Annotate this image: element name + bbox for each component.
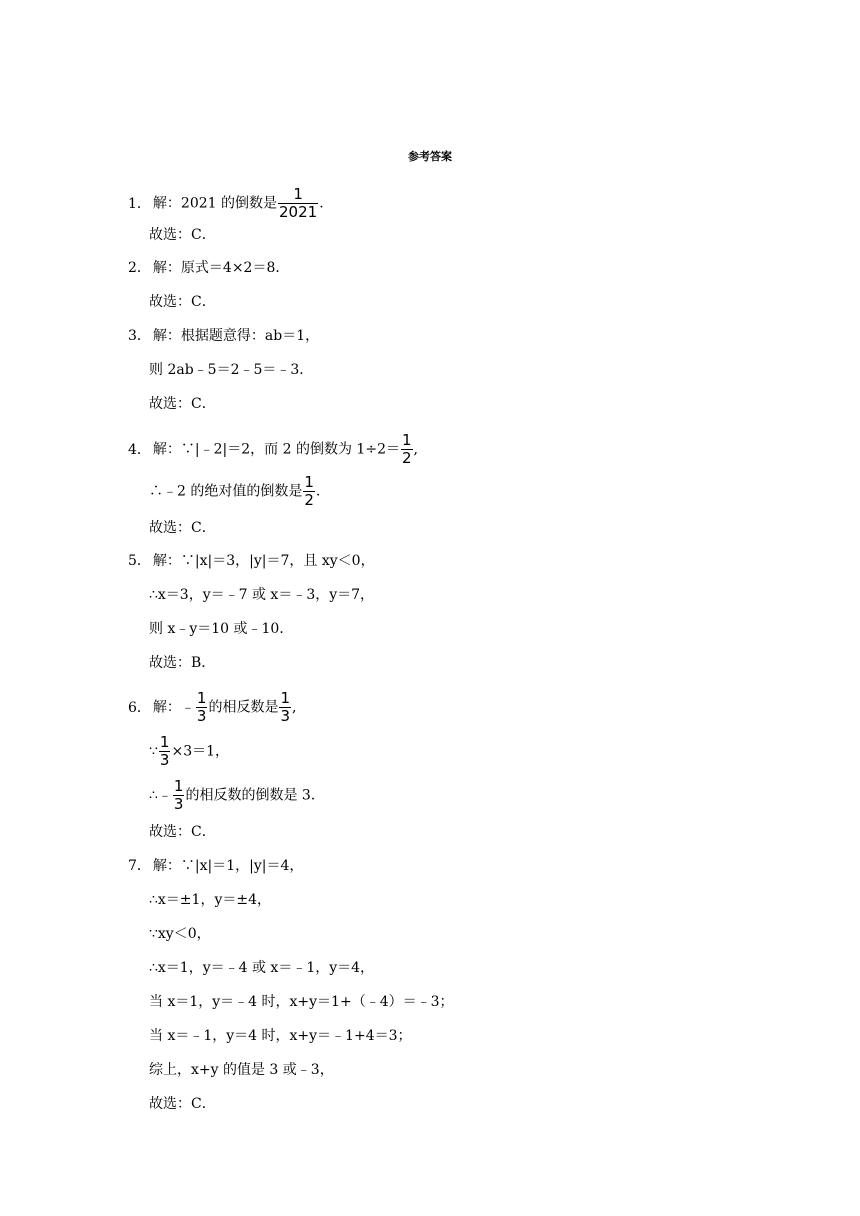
answer-7-line-8: 故选：C． xyxy=(149,1096,216,1112)
fraction: $\frac{1}{2}$ xyxy=(304,473,314,509)
answer-6-line-1: 6． 解：﹣ $\frac{1}{3}$ 的相反数是 $\frac{1}{3}$ , xyxy=(128,689,297,725)
answer-7-line-5: 当 x＝1，y＝﹣4 时，x+y＝1+（﹣4）＝﹣3； xyxy=(149,994,454,1010)
answer-4-line-1: 4． 解：∵|﹣2|＝2，而 2 的倒数为 1÷2＝ $\frac{1}{2}$ , xyxy=(128,431,418,467)
answer-3-line-2: 则 2ab﹣5＝2﹣5＝﹣3． xyxy=(149,362,314,378)
fraction: $\frac{1}{3}$ xyxy=(196,689,207,725)
answer-2-line-2: 故选：C． xyxy=(149,294,216,310)
answer-2-line-1: 2． 解：原式＝4×2＝8． xyxy=(128,260,290,276)
answer-5-line-1: 5． 解：∵|x|＝3，|y|＝7，且 xy＜0， xyxy=(128,553,375,569)
fraction: $\frac{1}{3}$ xyxy=(173,777,184,813)
answer-4-line-3: 故选：C． xyxy=(149,520,216,536)
answer-7-line-7: 综上，x+y 的值是 3 或﹣3， xyxy=(149,1062,334,1078)
answer-7-line-1: 7． 解：∵|x|＝1，|y|＝4， xyxy=(128,858,304,874)
answer-6-line-3: ∴﹣ $\frac{1}{3}$ 的相反数的倒数是 3． xyxy=(149,777,325,813)
answer-1-line-2: 故选：C． xyxy=(149,227,216,243)
answer-7-line-2: ∴x＝±1，y＝±4， xyxy=(149,892,271,908)
answer-7-line-6: 当 x＝﹣1，y＝4 时，x+y＝﹣1+4＝3； xyxy=(149,1028,412,1044)
answer-5-line-3: 则 x﹣y＝10 或﹣10． xyxy=(149,621,294,637)
fraction: $\frac{1}{2021}$ xyxy=(279,185,318,221)
answer-1-line-1: 1． 解：2021 的倒数是 $\frac{1}{2021}$ . xyxy=(128,185,324,221)
fraction: $\frac{1}{3}$ xyxy=(280,689,291,725)
answer-5-line-4: 故选：B． xyxy=(149,655,216,671)
answer-4-line-2: ∴﹣2 的绝对值的倒数是 $\frac{1}{2}$ . xyxy=(149,473,321,509)
answer-7-line-4: ∴x＝1，y＝﹣4 或 x＝﹣1，y＝4， xyxy=(149,960,375,976)
answer-3-line-1: 3． 解：根据题意得：ab＝1， xyxy=(128,328,320,344)
answer-6-line-2: ∵ $\frac{1}{3}$ ×3＝1， xyxy=(149,733,230,769)
fraction: $\frac{1}{3}$ xyxy=(159,733,170,769)
answer-3-line-3: 故选：C． xyxy=(149,396,216,412)
answer-5-line-2: ∴x＝3，y＝﹣7 或 x＝﹣3，y＝7， xyxy=(149,587,375,603)
answer-7-line-3: ∵xy＜0， xyxy=(149,926,211,942)
answer-6-line-4: 故选：C． xyxy=(149,824,216,840)
page-title: 参考答案 xyxy=(408,150,452,163)
fraction: $\frac{1}{2}$ xyxy=(401,431,412,467)
